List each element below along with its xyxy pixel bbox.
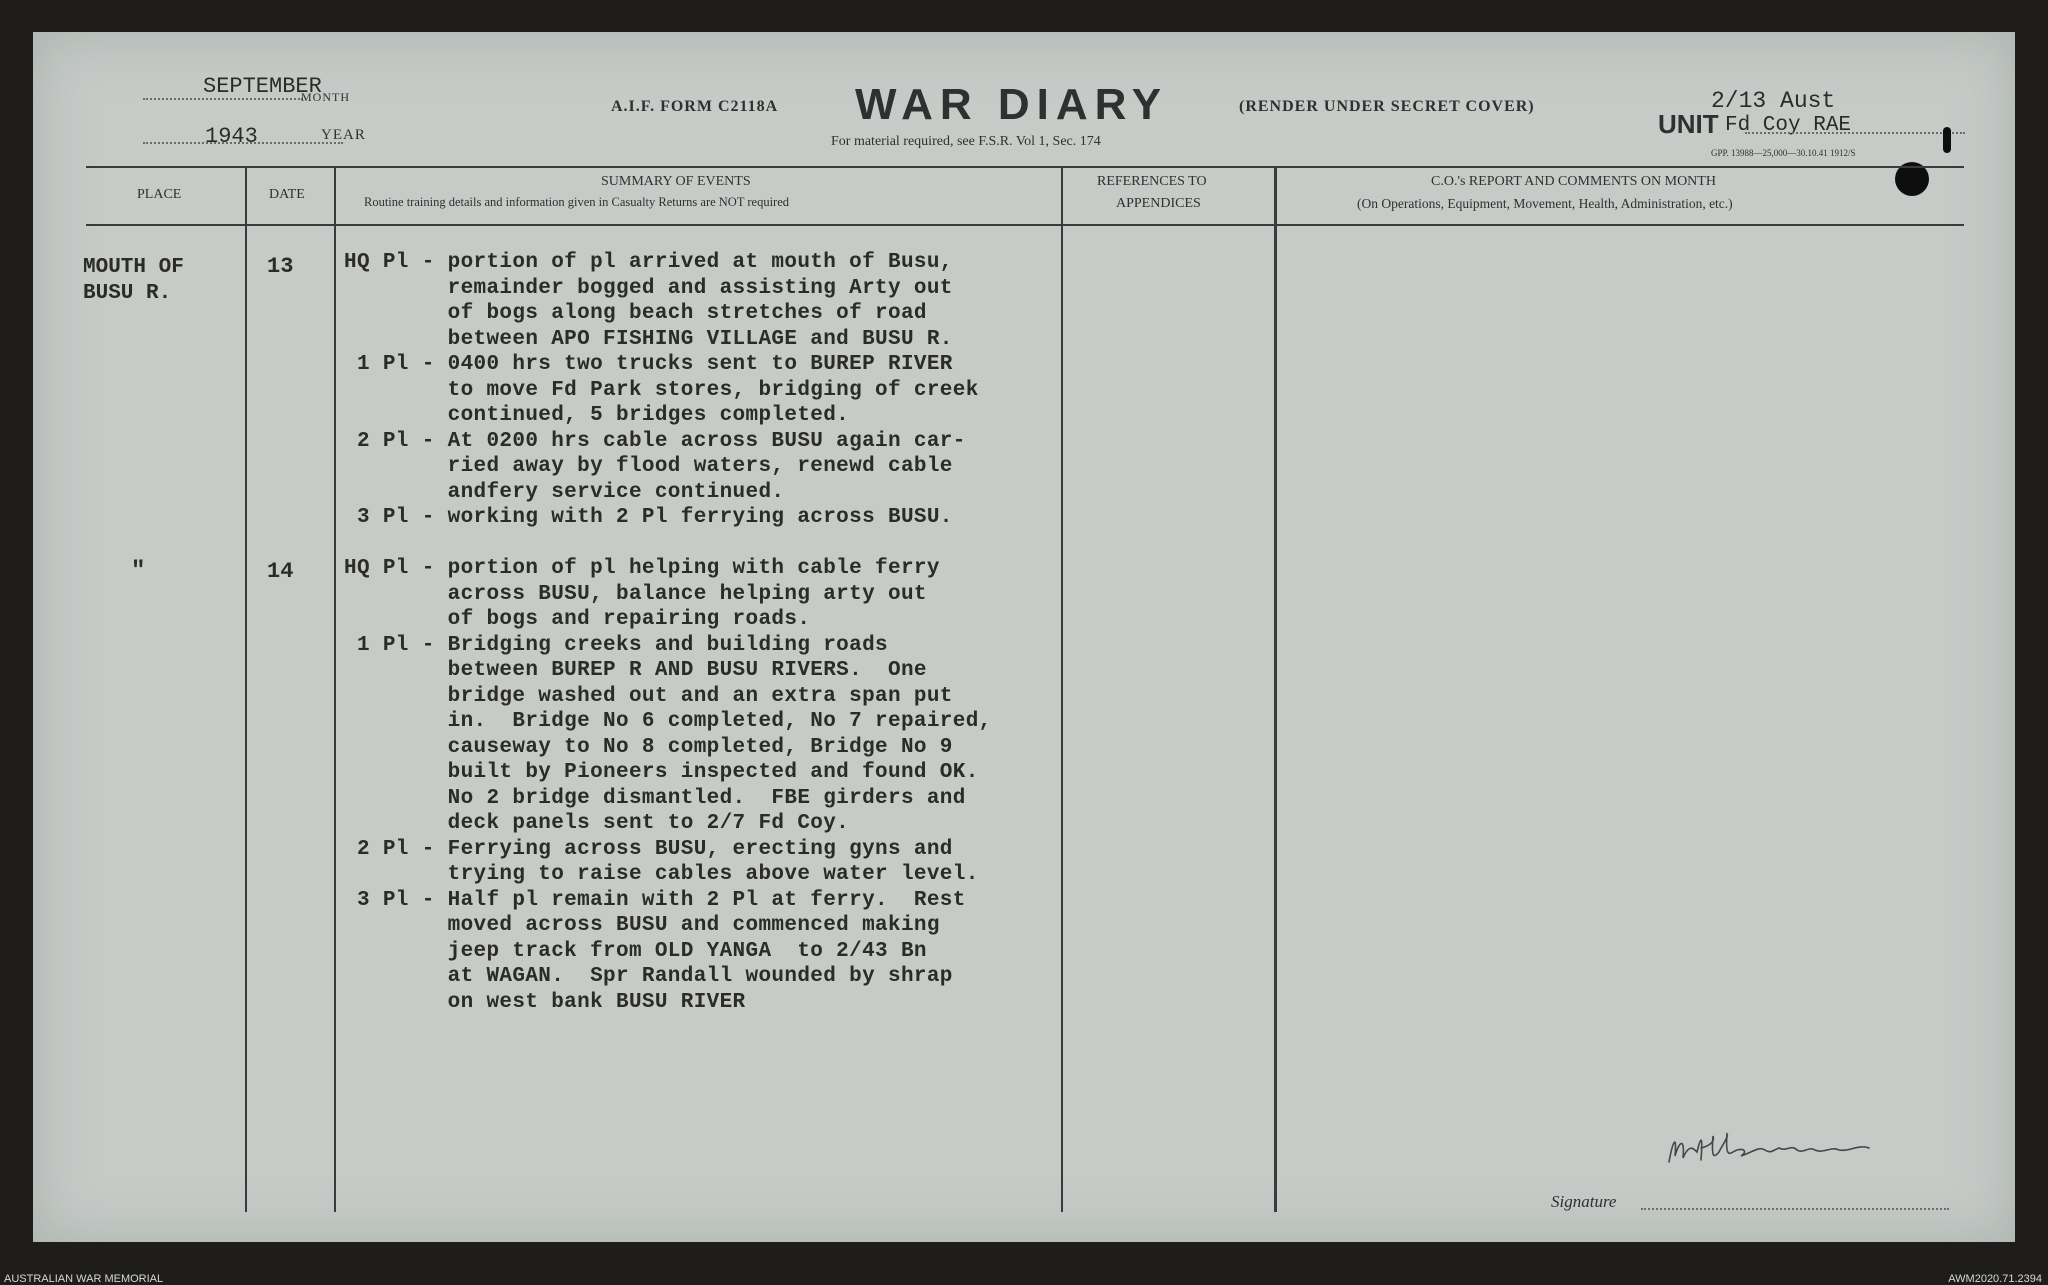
event-line: No 2 bridge dismantled. FBE girders and [344,786,966,810]
event-line: of bogs along beach stretches of road [344,302,927,325]
page-title: WAR DIARY [855,80,1169,129]
handwritten-signature [1663,1122,1893,1182]
event-line: deck panels sent to 2/7 Fd Coy. [344,812,850,835]
event-line [344,531,992,557]
signature-label: Signature [1551,1192,1617,1211]
event-line: HQ Pl - portion of pl helping with cable ferry [344,557,940,580]
date-entry-2: 14 [267,559,294,584]
col-summary-subheader: Routine training details and information given in Casualty Returns are NOT required [364,195,790,209]
form-number: A.I.F. FORM C2118A [611,98,779,115]
col-co-report-header: C.O.'s REPORT AND COMMENTS ON MONTH [1431,174,1716,189]
material-note: For material required, see F.S.R. Vol 1, Sec. 174 [831,134,1101,149]
unit-value-line1: 2/13 Aust [1711,88,1836,114]
event-line: trying to raise cables above water level. [344,863,979,886]
print-code: GPP. 13988—25,000—30.10.41 1912/S [1711,148,1856,158]
date-summary-divider [334,167,336,1212]
diary-sheet [33,32,2015,1242]
event-line: jeep track from OLD YANGA to 2/43 Bn [344,939,927,963]
event-line: moved across BUSU and commenced making [344,914,940,937]
event-line: HQ Pl - portion of pl arrived at mouth of Busu, [344,251,953,274]
year-value: 1943 [205,124,258,149]
summary-refs-divider [1061,167,1063,1212]
footer-reference: AWM2020.71.2394 [1948,1273,2042,1285]
secret-cover-note: (RENDER UNDER SECRET COVER) [1239,98,1535,115]
event-line: 2 Pl - At 0200 hrs cable across BUSU again car- [344,429,966,453]
event-line: to move Fd Park stores, bridging of creek [344,378,979,402]
footer-institution: AUSTRALIAN WAR MEMORIAL [4,1273,164,1285]
unit-value-line2: Fd Coy RAE [1725,114,1852,137]
col-refs-header-line2: APPENDICES [1116,196,1201,211]
place-entry: MOUTH OF [83,256,184,279]
month-value: SEPTEMBER [203,74,322,99]
summary-of-events [344,250,992,1015]
event-line: between BUREP R AND BUSU RIVERS. One [344,659,927,682]
event-line: 3 Pl - working with 2 Pl ferrying across BUSU. [344,506,953,529]
event-line: 1 Pl - Bridging creeks and building roads [344,633,888,657]
col-place-header: PLACE [137,187,182,202]
refs-co-divider [1274,167,1277,1212]
place-date-divider [245,167,247,1212]
event-line: ried away by flood waters, renewd cable [344,455,953,478]
event-line: on west bank BUSU RIVER [344,990,746,1014]
event-line: of bogs and repairing roads. [344,608,811,631]
event-line: across BUSU, balance helping arty out [344,582,927,606]
year-label: YEAR [321,127,366,143]
unit-dotted-line [1745,132,1965,134]
event-line: bridge washed out and an extra span put [344,684,953,708]
event-line: causeway to No 8 completed, Bridge No 9 [344,735,953,759]
col-summary-header: SUMMARY OF EVENTS [601,174,751,189]
unit-label: UNIT [1658,109,1719,139]
place-entry-line2: BUSU R. [83,282,172,305]
col-co-report-subheader: (On Operations, Equipment, Movement, Health, Administration, etc.) [1357,196,1733,211]
event-line: built by Pioneers inspected and found OK. [344,761,979,784]
event-line: 1 Pl - 0400 hrs two trucks sent to BUREP RIVER [344,353,953,376]
event-line: at WAGAN. Spr Randall wounded by shrap [344,965,953,988]
col-refs-header: REFERENCES TO [1097,174,1207,189]
event-line: 3 Pl - Half pl remain with 2 Pl at ferry. Rest [344,888,966,912]
event-line: 2 Pl - Ferrying across BUSU, erecting gyns and [344,837,953,861]
place-ditto-mark: " [131,558,146,585]
col-date-header: DATE [269,187,305,202]
event-line: between APO FISHING VILLAGE and BUSU R. [344,327,953,351]
signature-dotted-line [1641,1208,1949,1210]
table-top-rule [86,166,1964,168]
event-line: continued, 5 bridges completed. [344,404,850,427]
punch-hole-edge [1943,127,1951,153]
date-entry: 13 [267,254,294,279]
event-line: in. Bridge No 6 completed, No 7 repaired, [344,710,992,733]
event-line: remainder bogged and assisting Arty out [344,276,953,300]
month-label: MONTH [301,90,350,104]
table-header-rule [86,224,1964,226]
event-line: andfery service continued. [344,480,785,504]
